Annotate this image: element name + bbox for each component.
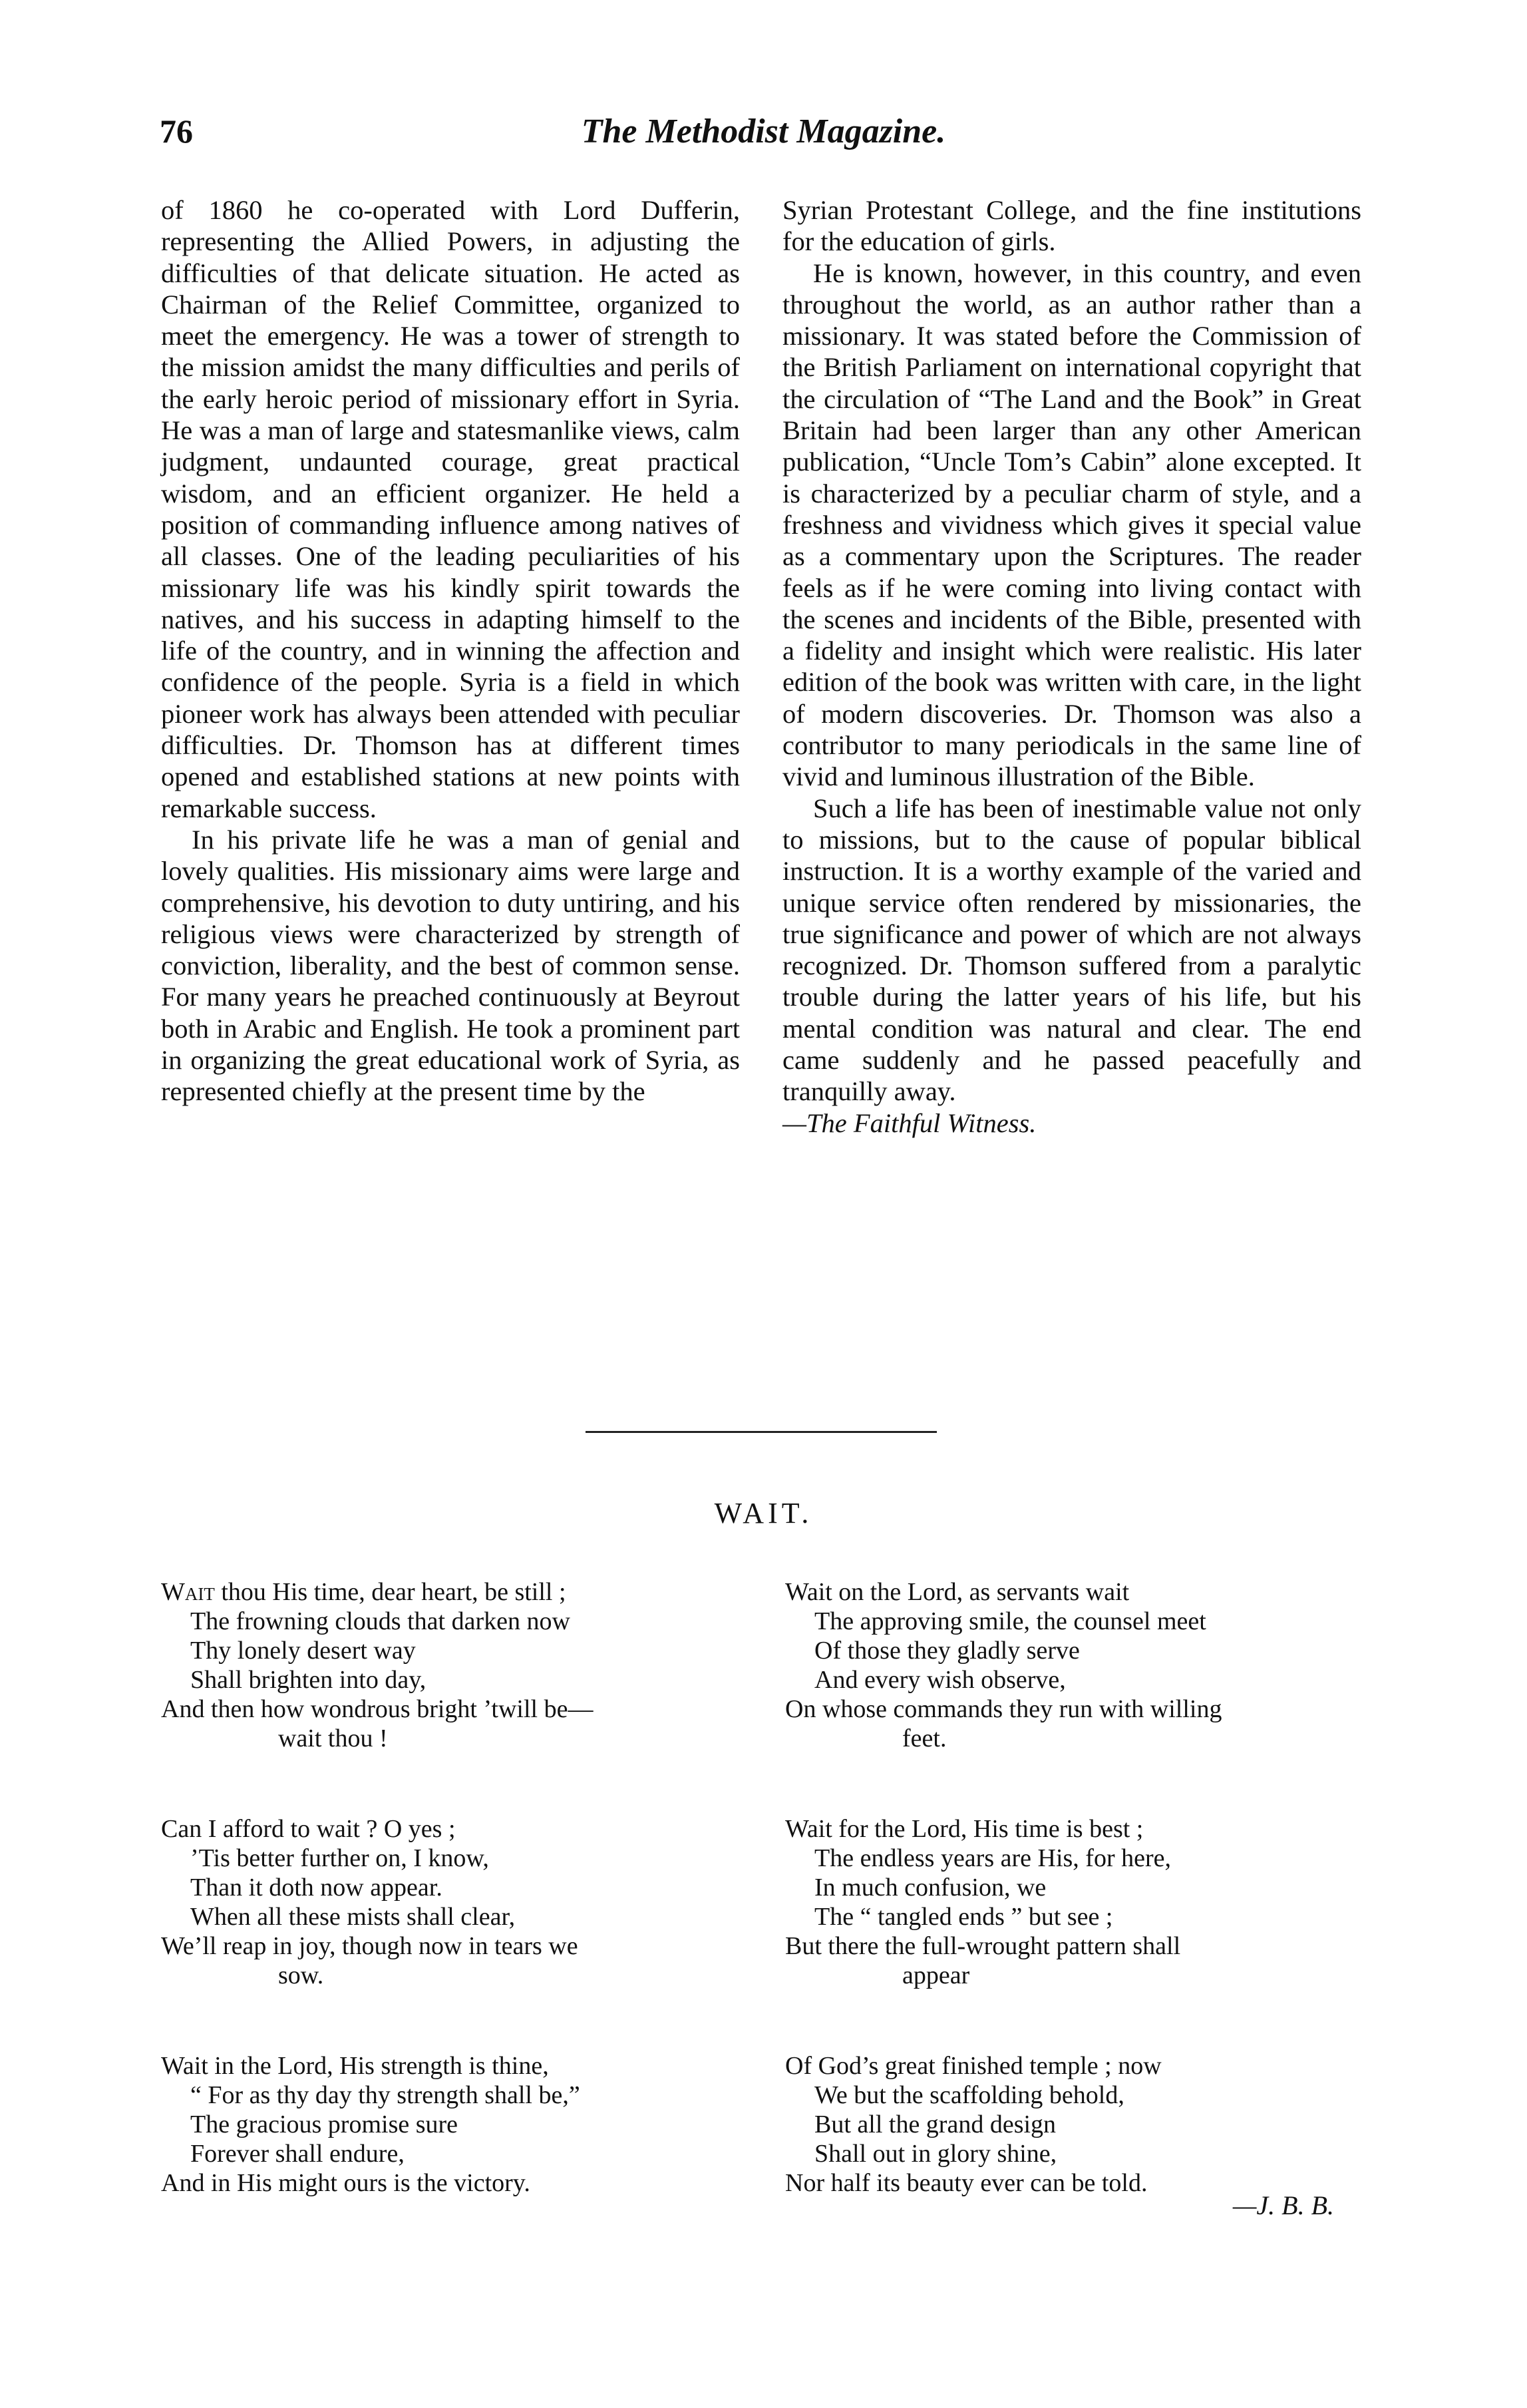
poem-line-text: thou His time, dear heart, be still ; bbox=[221, 1578, 566, 1606]
poem-stanza bbox=[785, 2051, 1371, 2198]
article-paragraph: In his private life he was a man of genial and lovely qualities. His missionary aims were large and comprehensive, his devotion to duty untiring, and his religious views were characterized by strength of conviction, liberality, and the best of common sense. For many years he preached continuously at Beyrout both in Arabic and English. He took a prominent part in organizing the great educational work of Syria, as represented chiefly at the present time by the bbox=[161, 824, 740, 1107]
poem-line: “ For as thy day thy strength shall be,” bbox=[190, 2081, 580, 2109]
article-attribution: —The Faithful Witness. bbox=[782, 1107, 1037, 1138]
poem-line: ’Tis better further on, I know, bbox=[190, 1844, 489, 1872]
poem-line: Forever shall endure, bbox=[190, 2140, 405, 2168]
poem-line: The “ tangled ends ” but see ; bbox=[814, 1903, 1113, 1931]
poem-line: wait thou ! bbox=[278, 1724, 388, 1752]
poem-line: On whose commands they run with willing bbox=[785, 1695, 1222, 1723]
poem-signature: —J. B. B. bbox=[1232, 2190, 1334, 2220]
poem-line: The endless years are His, for here, bbox=[814, 1844, 1171, 1872]
poem-first-word: Wait bbox=[161, 1578, 215, 1606]
poem-line: And then how wondrous bright ’twill be— bbox=[161, 1695, 594, 1723]
poem-line: And every wish observe, bbox=[814, 1666, 1066, 1694]
poem-line: Of those they gladly serve bbox=[814, 1637, 1080, 1665]
poem-stanza bbox=[785, 1814, 1371, 1990]
poem-right-column bbox=[785, 1577, 1371, 2259]
poem-title: WAIT. bbox=[714, 1497, 813, 1529]
poem-line: The frowning clouds that darken now bbox=[190, 1607, 570, 1635]
article-paragraph: of 1860 he co-operated with Lord Dufferin, representing the Allied Powers, in adjusting the difficulties of that delicate situation. He acted as Chairman of the Relief Committee, organized to meet the emergency. He was a tower of strength to the mission amidst the many difficulties and perils of the early heroic period of missionary effort in Syria. He was a man of large and statesmanlike views, calm judgment, undaunted courage, great practical wisdom, and an efficient organizer. He held a position of commanding influence among natives of all classes. One of the leading peculiarities of his missionary life was his kindly spirit towards the natives, and his success in adapting himself to the life of the country, and in winning the affection and confidence of the people. Syria is a field in which pioneer work has always been attended with peculiar difficulties. Dr. Thomson has at different times opened and established stations at new points with remarkable success. bbox=[161, 195, 740, 823]
poem-line: But there the full-wrought pattern shall bbox=[785, 1932, 1181, 1960]
running-title: The Methodist Magazine. bbox=[581, 112, 946, 150]
poem-line: We’ll reap in joy, though now in tears we bbox=[161, 1932, 578, 1960]
poem-line: Can I afford to wait ? O yes ; bbox=[161, 1815, 456, 1843]
poem-line: sow. bbox=[278, 1961, 324, 1989]
poem-line: In much confusion, we bbox=[814, 1874, 1047, 1902]
poem-line: feet. bbox=[902, 1724, 947, 1752]
article-paragraph: Syrian Protestant College, and the fine institutions for the education of girls. bbox=[782, 195, 1361, 257]
poem-line: Nor half its beauty ever can be told. bbox=[785, 2169, 1148, 2197]
poem-line: We but the scaffolding behold, bbox=[814, 2081, 1124, 2109]
poem-line: appear bbox=[902, 1961, 970, 1989]
poem-line: Thy lonely desert way bbox=[190, 1637, 416, 1665]
article-right-column bbox=[782, 194, 1361, 1139]
poem-line: The approving smile, the counsel meet bbox=[814, 1607, 1206, 1635]
page-number: 76 bbox=[160, 112, 193, 150]
poem-line: Shall brighten into day, bbox=[190, 1666, 426, 1694]
poem-left-column bbox=[161, 1577, 747, 2259]
poem-line: When all these mists shall clear, bbox=[190, 1903, 516, 1931]
poem-line: Than it doth now appear. bbox=[190, 1874, 442, 1902]
poem-line: Of God’s great finished temple ; now bbox=[785, 2052, 1162, 2080]
poem-line: The gracious promise sure bbox=[190, 2110, 458, 2138]
poem-stanza bbox=[785, 1577, 1371, 1753]
poem-line bbox=[161, 1577, 747, 1607]
poem-line: And in His might ours is the victory. bbox=[161, 2169, 530, 2197]
poem-stanza bbox=[161, 1814, 747, 1990]
poem-line: Shall out in glory shine, bbox=[814, 2140, 1057, 2168]
article-paragraph: He is known, however, in this country, and even throughout the world, as an author rather than a missionary. It was stated before the Commission of the British Parliament on international copyright that the circulation of “The Land and the Book” in Great Britain had been larger than any other American publication, “Uncle Tom’s Cabin” alone excepted. It is characterized by a peculiar charm of style, and a freshness and vividness which gives it special value as a commentary upon the Scriptures. The reader feels as if he were coming into living contact with the scenes and incidents of the Bible, presented with a fidelity and insight which were realistic. His later edition of the book was written with care, in the light of modern discoveries. Dr. Thomson was also a contributor to many periodicals in the same line of vivid and luminous illustration of the Bible. bbox=[782, 258, 1361, 792]
section-divider bbox=[586, 1431, 937, 1433]
article-left-column bbox=[161, 194, 740, 1107]
poem-line: Wait on the Lord, as servants wait bbox=[785, 1578, 1130, 1606]
article-paragraph-text: Such a life has been of inestimable value not only to missions, but to the cause of popular biblical instruction. It is a worthy example of the varied and unique service often rendered by missionaries, the true significance and power of which are not always recognized. Dr. Thomson suffered from a paralytic trouble during the latter years of his life, but his mental condition was natural and clear. The end came suddenly and he passed peacefully and tranquilly away. bbox=[782, 793, 1361, 1107]
article-paragraph bbox=[782, 793, 1361, 1139]
poem-line: But all the grand design bbox=[814, 2110, 1057, 2138]
poem-stanza bbox=[161, 1577, 747, 1753]
poem-line: Wait for the Lord, His time is best ; bbox=[785, 1815, 1144, 1843]
poem-stanza bbox=[161, 2051, 747, 2198]
poem-line: Wait in the Lord, His strength is thine, bbox=[161, 2052, 549, 2080]
